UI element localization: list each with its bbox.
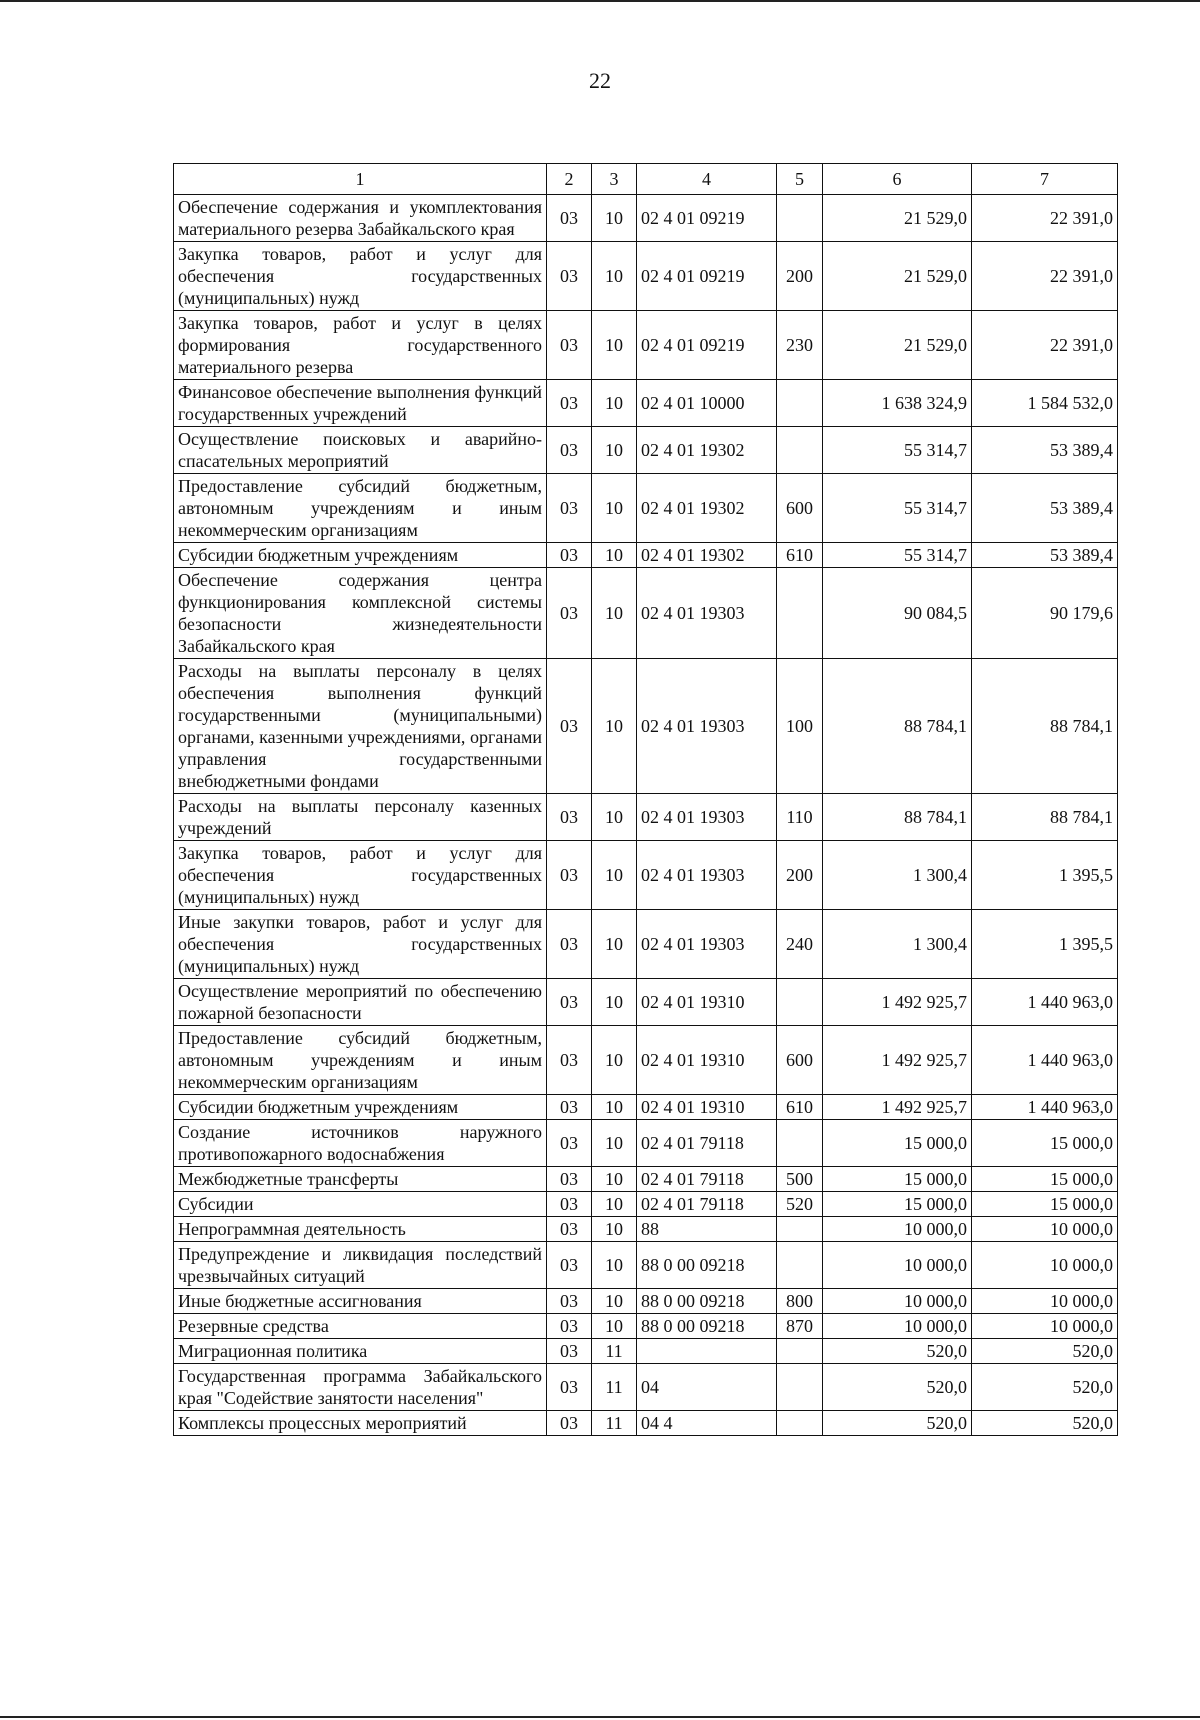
row-section: 03 bbox=[547, 1339, 592, 1364]
row-amount-2: 15 000,0 bbox=[972, 1167, 1118, 1192]
row-expense-type: 610 bbox=[777, 543, 823, 568]
row-amount-1: 21 529,0 bbox=[823, 195, 972, 242]
page-number: 22 bbox=[589, 68, 611, 93]
row-expense-type: 600 bbox=[777, 1026, 823, 1095]
row-section: 03 bbox=[547, 1192, 592, 1217]
table-row bbox=[174, 979, 1118, 1026]
row-target-code: 88 0 00 09218 bbox=[637, 1314, 777, 1339]
row-section: 03 bbox=[547, 841, 592, 910]
row-amount-2: 22 391,0 bbox=[972, 242, 1118, 311]
row-amount-1: 10 000,0 bbox=[823, 1242, 972, 1289]
row-amount-1: 55 314,7 bbox=[823, 474, 972, 543]
row-subsection: 10 bbox=[592, 910, 637, 979]
page-bottom-edge bbox=[0, 1716, 1200, 1718]
table-row bbox=[174, 242, 1118, 311]
page-top-edge bbox=[0, 0, 1200, 2]
row-amount-2: 520,0 bbox=[972, 1411, 1118, 1436]
row-amount-2: 10 000,0 bbox=[972, 1314, 1118, 1339]
row-target-code: 02 4 01 09219 bbox=[637, 311, 777, 380]
row-section: 03 bbox=[547, 1289, 592, 1314]
row-amount-1: 15 000,0 bbox=[823, 1167, 972, 1192]
row-target-code: 02 4 01 19303 bbox=[637, 841, 777, 910]
row-expense-type bbox=[777, 1411, 823, 1436]
row-amount-1: 21 529,0 bbox=[823, 242, 972, 311]
row-amount-2: 90 179,6 bbox=[972, 568, 1118, 659]
row-amount-2: 1 584 532,0 bbox=[972, 380, 1118, 427]
row-subsection: 10 bbox=[592, 543, 637, 568]
row-expense-type bbox=[777, 195, 823, 242]
table-row bbox=[174, 380, 1118, 427]
row-expense-type bbox=[777, 1364, 823, 1411]
row-name: Непрограммная деятельность bbox=[174, 1217, 547, 1242]
row-amount-2: 53 389,4 bbox=[972, 474, 1118, 543]
row-target-code: 04 4 bbox=[637, 1411, 777, 1436]
row-amount-2: 1 395,5 bbox=[972, 910, 1118, 979]
row-section: 03 bbox=[547, 380, 592, 427]
row-subsection: 10 bbox=[592, 1289, 637, 1314]
row-amount-1: 55 314,7 bbox=[823, 427, 972, 474]
table-row bbox=[174, 794, 1118, 841]
header-col-4: 4 bbox=[637, 164, 777, 195]
row-amount-2: 520,0 bbox=[972, 1339, 1118, 1364]
row-name: Комплексы процессных мероприятий bbox=[174, 1411, 547, 1436]
row-name: Субсидии bbox=[174, 1192, 547, 1217]
row-name: Создание источников наружного противопожарного водоснабжения bbox=[174, 1120, 547, 1167]
row-amount-1: 15 000,0 bbox=[823, 1192, 972, 1217]
row-expense-type: 200 bbox=[777, 841, 823, 910]
row-target-code: 02 4 01 09219 bbox=[637, 242, 777, 311]
row-expense-type bbox=[777, 380, 823, 427]
row-section: 03 bbox=[547, 1217, 592, 1242]
row-expense-type: 610 bbox=[777, 1095, 823, 1120]
row-section: 03 bbox=[547, 1411, 592, 1436]
row-section: 03 bbox=[547, 543, 592, 568]
row-subsection: 10 bbox=[592, 1242, 637, 1289]
row-subsection: 10 bbox=[592, 794, 637, 841]
row-target-code: 88 bbox=[637, 1217, 777, 1242]
row-amount-1: 1 492 925,7 bbox=[823, 979, 972, 1026]
row-subsection: 10 bbox=[592, 1120, 637, 1167]
header-col-6: 6 bbox=[823, 164, 972, 195]
row-name: Обеспечение содержания центра функционирования комплексной системы безопасности жизнедеятельности Забайкальского края bbox=[174, 568, 547, 659]
table-row bbox=[174, 659, 1118, 794]
row-amount-1: 55 314,7 bbox=[823, 543, 972, 568]
row-section: 03 bbox=[547, 794, 592, 841]
row-expense-type bbox=[777, 1217, 823, 1242]
table-row bbox=[174, 568, 1118, 659]
row-subsection: 10 bbox=[592, 1026, 637, 1095]
row-expense-type: 100 bbox=[777, 659, 823, 794]
row-amount-1: 1 638 324,9 bbox=[823, 380, 972, 427]
row-amount-1: 10 000,0 bbox=[823, 1217, 972, 1242]
row-amount-1: 1 300,4 bbox=[823, 910, 972, 979]
row-expense-type bbox=[777, 568, 823, 659]
row-amount-1: 88 784,1 bbox=[823, 659, 972, 794]
table-row bbox=[174, 474, 1118, 543]
row-section: 03 bbox=[547, 474, 592, 543]
row-amount-1: 1 492 925,7 bbox=[823, 1095, 972, 1120]
row-amount-2: 1 440 963,0 bbox=[972, 1095, 1118, 1120]
row-name: Иные закупки товаров, работ и услуг для обеспечения государственных (муниципальных) нужд bbox=[174, 910, 547, 979]
row-target-code: 02 4 01 19302 bbox=[637, 474, 777, 543]
header-col-2: 2 bbox=[547, 164, 592, 195]
row-section: 03 bbox=[547, 1167, 592, 1192]
row-name: Иные бюджетные ассигнования bbox=[174, 1289, 547, 1314]
row-amount-1: 10 000,0 bbox=[823, 1289, 972, 1314]
row-subsection: 11 bbox=[592, 1339, 637, 1364]
row-amount-2: 15 000,0 bbox=[972, 1192, 1118, 1217]
row-name: Закупка товаров, работ и услуг для обеспечения государственных (муниципальных) нужд bbox=[174, 841, 547, 910]
row-amount-2: 1 395,5 bbox=[972, 841, 1118, 910]
row-amount-2: 1 440 963,0 bbox=[972, 979, 1118, 1026]
row-target-code: 88 0 00 09218 bbox=[637, 1242, 777, 1289]
row-amount-2: 88 784,1 bbox=[972, 659, 1118, 794]
table-row bbox=[174, 1026, 1118, 1095]
row-name: Субсидии бюджетным учреждениям bbox=[174, 543, 547, 568]
row-target-code bbox=[637, 1339, 777, 1364]
row-name: Расходы на выплаты персоналу в целях обеспечения выполнения функций государственными (муниципальными) органами, казенными учреждениями, органами управления государственными внебюджетными фондами bbox=[174, 659, 547, 794]
row-section: 03 bbox=[547, 1095, 592, 1120]
row-name: Обеспечение содержания и укомплектования материального резерва Забайкальского края bbox=[174, 195, 547, 242]
row-amount-2: 15 000,0 bbox=[972, 1120, 1118, 1167]
row-expense-type: 800 bbox=[777, 1289, 823, 1314]
row-target-code: 02 4 01 19302 bbox=[637, 427, 777, 474]
table-row bbox=[174, 1242, 1118, 1289]
row-target-code: 02 4 01 09219 bbox=[637, 195, 777, 242]
row-section: 03 bbox=[547, 1314, 592, 1339]
row-expense-type bbox=[777, 427, 823, 474]
row-amount-1: 520,0 bbox=[823, 1339, 972, 1364]
table-row bbox=[174, 427, 1118, 474]
row-subsection: 10 bbox=[592, 659, 637, 794]
row-section: 03 bbox=[547, 1364, 592, 1411]
row-name: Миграционная политика bbox=[174, 1339, 547, 1364]
row-amount-2: 22 391,0 bbox=[972, 311, 1118, 380]
row-section: 03 bbox=[547, 659, 592, 794]
row-section: 03 bbox=[547, 427, 592, 474]
row-expense-type bbox=[777, 1339, 823, 1364]
row-amount-1: 10 000,0 bbox=[823, 1314, 972, 1339]
row-subsection: 10 bbox=[592, 242, 637, 311]
row-section: 03 bbox=[547, 979, 592, 1026]
row-amount-1: 88 784,1 bbox=[823, 794, 972, 841]
row-subsection: 10 bbox=[592, 1167, 637, 1192]
row-name: Осуществление мероприятий по обеспечению пожарной безопасности bbox=[174, 979, 547, 1026]
row-subsection: 11 bbox=[592, 1364, 637, 1411]
row-name: Расходы на выплаты персоналу казенных учреждений bbox=[174, 794, 547, 841]
table-row bbox=[174, 195, 1118, 242]
row-amount-2: 53 389,4 bbox=[972, 427, 1118, 474]
row-amount-1: 1 492 925,7 bbox=[823, 1026, 972, 1095]
row-amount-1: 520,0 bbox=[823, 1411, 972, 1436]
table-row bbox=[174, 1167, 1118, 1192]
row-target-code: 02 4 01 19303 bbox=[637, 910, 777, 979]
header-row bbox=[174, 164, 1118, 195]
table-row bbox=[174, 1289, 1118, 1314]
row-amount-2: 10 000,0 bbox=[972, 1217, 1118, 1242]
row-name: Финансовое обеспечение выполнения функций государственных учреждений bbox=[174, 380, 547, 427]
row-name: Межбюджетные трансферты bbox=[174, 1167, 547, 1192]
row-section: 03 bbox=[547, 910, 592, 979]
row-expense-type: 500 bbox=[777, 1167, 823, 1192]
row-amount-1: 21 529,0 bbox=[823, 311, 972, 380]
row-subsection: 10 bbox=[592, 979, 637, 1026]
row-target-code: 04 bbox=[637, 1364, 777, 1411]
header-col-5: 5 bbox=[777, 164, 823, 195]
row-target-code: 02 4 01 19303 bbox=[637, 659, 777, 794]
row-target-code: 02 4 01 19310 bbox=[637, 979, 777, 1026]
row-section: 03 bbox=[547, 311, 592, 380]
table-row bbox=[174, 1095, 1118, 1120]
row-expense-type bbox=[777, 1242, 823, 1289]
row-target-code: 02 4 01 19303 bbox=[637, 794, 777, 841]
row-target-code: 02 4 01 79118 bbox=[637, 1167, 777, 1192]
table-row bbox=[174, 311, 1118, 380]
row-section: 03 bbox=[547, 568, 592, 659]
row-subsection: 10 bbox=[592, 1217, 637, 1242]
table-row bbox=[174, 841, 1118, 910]
row-name: Предупреждение и ликвидация последствий чрезвычайных ситуаций bbox=[174, 1242, 547, 1289]
row-expense-type: 240 bbox=[777, 910, 823, 979]
table-row bbox=[174, 1192, 1118, 1217]
row-section: 03 bbox=[547, 1120, 592, 1167]
row-subsection: 10 bbox=[592, 427, 637, 474]
row-name: Резервные средства bbox=[174, 1314, 547, 1339]
row-subsection: 10 bbox=[592, 1095, 637, 1120]
row-target-code: 02 4 01 10000 bbox=[637, 380, 777, 427]
row-section: 03 bbox=[547, 1242, 592, 1289]
budget-table bbox=[173, 163, 1118, 1436]
row-subsection: 11 bbox=[592, 1411, 637, 1436]
row-subsection: 10 bbox=[592, 380, 637, 427]
row-amount-2: 22 391,0 bbox=[972, 195, 1118, 242]
row-section: 03 bbox=[547, 242, 592, 311]
header-col-3: 3 bbox=[592, 164, 637, 195]
row-amount-2: 53 389,4 bbox=[972, 543, 1118, 568]
table-row bbox=[174, 1217, 1118, 1242]
row-expense-type: 870 bbox=[777, 1314, 823, 1339]
row-name: Закупка товаров, работ и услуг для обеспечения государственных (муниципальных) нужд bbox=[174, 242, 547, 311]
row-name: Предоставление субсидий бюджетным, автономным учреждениям и иным некоммерческим организациям bbox=[174, 1026, 547, 1095]
row-target-code: 02 4 01 19310 bbox=[637, 1026, 777, 1095]
row-expense-type bbox=[777, 979, 823, 1026]
header-col-7: 7 bbox=[972, 164, 1118, 195]
row-subsection: 10 bbox=[592, 568, 637, 659]
row-target-code: 02 4 01 19302 bbox=[637, 543, 777, 568]
table-row bbox=[174, 543, 1118, 568]
table-row bbox=[174, 1411, 1118, 1436]
row-expense-type bbox=[777, 1120, 823, 1167]
row-name: Закупка товаров, работ и услуг в целях формирования государственного материального резерва bbox=[174, 311, 547, 380]
row-subsection: 10 bbox=[592, 195, 637, 242]
row-name: Осуществление поисковых и аварийно-спасательных мероприятий bbox=[174, 427, 547, 474]
table-row bbox=[174, 1364, 1118, 1411]
row-subsection: 10 bbox=[592, 311, 637, 380]
row-target-code: 02 4 01 19310 bbox=[637, 1095, 777, 1120]
table-row bbox=[174, 1314, 1118, 1339]
row-name: Государственная программа Забайкальского края "Содействие занятости населения" bbox=[174, 1364, 547, 1411]
row-amount-1: 1 300,4 bbox=[823, 841, 972, 910]
row-expense-type: 110 bbox=[777, 794, 823, 841]
header-col-1: 1 bbox=[174, 164, 547, 195]
row-amount-1: 15 000,0 bbox=[823, 1120, 972, 1167]
row-subsection: 10 bbox=[592, 1192, 637, 1217]
row-amount-2: 10 000,0 bbox=[972, 1242, 1118, 1289]
row-subsection: 10 bbox=[592, 474, 637, 543]
row-expense-type: 230 bbox=[777, 311, 823, 380]
row-target-code: 02 4 01 19303 bbox=[637, 568, 777, 659]
row-amount-2: 520,0 bbox=[972, 1364, 1118, 1411]
row-expense-type: 200 bbox=[777, 242, 823, 311]
row-target-code: 88 0 00 09218 bbox=[637, 1289, 777, 1314]
row-amount-2: 1 440 963,0 bbox=[972, 1026, 1118, 1095]
row-amount-2: 88 784,1 bbox=[972, 794, 1118, 841]
row-name: Предоставление субсидий бюджетным, автономным учреждениям и иным некоммерческим организациям bbox=[174, 474, 547, 543]
row-amount-1: 520,0 bbox=[823, 1364, 972, 1411]
table-row bbox=[174, 910, 1118, 979]
row-expense-type: 600 bbox=[777, 474, 823, 543]
row-subsection: 10 bbox=[592, 1314, 637, 1339]
row-amount-1: 90 084,5 bbox=[823, 568, 972, 659]
table-row bbox=[174, 1339, 1118, 1364]
table-row bbox=[174, 1120, 1118, 1167]
row-target-code: 02 4 01 79118 bbox=[637, 1192, 777, 1217]
row-section: 03 bbox=[547, 195, 592, 242]
row-target-code: 02 4 01 79118 bbox=[637, 1120, 777, 1167]
row-section: 03 bbox=[547, 1026, 592, 1095]
row-subsection: 10 bbox=[592, 841, 637, 910]
row-name: Субсидии бюджетным учреждениям bbox=[174, 1095, 547, 1120]
row-amount-2: 10 000,0 bbox=[972, 1289, 1118, 1314]
row-expense-type: 520 bbox=[777, 1192, 823, 1217]
